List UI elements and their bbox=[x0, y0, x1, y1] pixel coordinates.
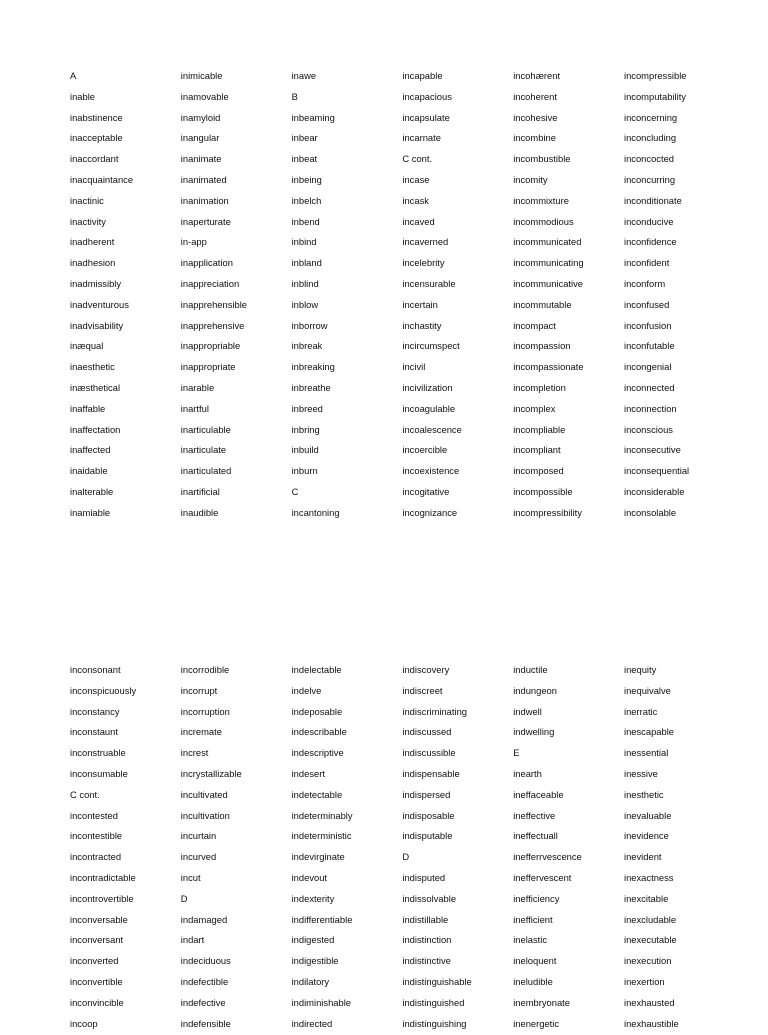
word-cell: indilatory bbox=[291, 975, 330, 987]
word-cell: ineffaceable bbox=[513, 788, 564, 800]
word-grid bbox=[70, 661, 760, 1035]
word-cell: indexterity bbox=[291, 892, 335, 904]
word-cell: indiscriminating bbox=[402, 705, 467, 717]
word-cell: inadvisability bbox=[70, 319, 124, 331]
word-cell: inconscious bbox=[623, 423, 673, 435]
word-cell: inconspicuously bbox=[70, 684, 137, 696]
word-cell: inamyloid bbox=[180, 111, 221, 123]
word-cell: inbuild bbox=[291, 444, 319, 456]
word-column-3 bbox=[292, 661, 403, 1035]
word-cell: indistillable bbox=[402, 913, 449, 925]
word-cell: inappropriate bbox=[180, 361, 236, 373]
word-cell: indeposable bbox=[291, 705, 343, 717]
word-cell: incorrodible bbox=[180, 664, 230, 675]
word-cell: inexactness bbox=[623, 871, 674, 883]
word-cell: inaperturate bbox=[180, 215, 231, 227]
word-cell: E bbox=[513, 747, 520, 759]
word-cell: inbend bbox=[291, 215, 320, 227]
word-cell: inimicable bbox=[180, 70, 223, 81]
word-table-top bbox=[70, 67, 760, 525]
word-column-2 bbox=[181, 67, 292, 525]
word-cell: indiscovery bbox=[402, 664, 450, 675]
word-cell: indistinction bbox=[402, 934, 452, 946]
word-cell: ineffervescent bbox=[513, 871, 572, 883]
word-cell: inconversant bbox=[70, 934, 124, 946]
word-cell: inamovable bbox=[180, 90, 229, 102]
word-cell: incommunicated bbox=[513, 236, 582, 248]
word-cell: inembryonate bbox=[513, 996, 570, 1008]
word-cell: incorruption bbox=[180, 705, 230, 717]
word-cell: incohærent bbox=[513, 70, 561, 81]
word-cell: incertain bbox=[402, 298, 438, 310]
word-cell: inbreathe bbox=[291, 381, 331, 393]
word-cell: ineludible bbox=[513, 975, 553, 987]
word-cell: incontestible bbox=[70, 830, 123, 842]
word-cell: indispersed bbox=[402, 788, 451, 800]
word-cell: inadhesion bbox=[70, 257, 116, 269]
word-cell: incommunicative bbox=[513, 277, 584, 289]
word-cell: D bbox=[180, 892, 188, 904]
word-cell: inexecutable bbox=[623, 934, 677, 946]
word-cell: indelve bbox=[291, 684, 322, 696]
word-cell: indwell bbox=[513, 705, 542, 717]
word-cell: inearth bbox=[513, 767, 542, 779]
word-cell: incantoning bbox=[291, 506, 340, 518]
word-cell: inconform bbox=[623, 277, 666, 289]
word-cell: indiminishable bbox=[291, 996, 352, 1008]
word-cell: incapable bbox=[402, 70, 443, 81]
word-cell: inalterable bbox=[70, 485, 114, 497]
word-cell: incompossible bbox=[513, 485, 573, 497]
word-cell: inexhausted bbox=[623, 996, 675, 1008]
word-cell: inbreak bbox=[291, 340, 323, 352]
word-cell: incoagulable bbox=[402, 402, 456, 414]
word-cell: inawe bbox=[291, 70, 317, 81]
word-cell: incognizance bbox=[402, 506, 458, 518]
word-cell: inbreed bbox=[291, 402, 323, 414]
word-cell: indamaged bbox=[180, 913, 228, 925]
word-cell: inadmissibly bbox=[70, 277, 122, 289]
word-cell: inenergetic bbox=[513, 1017, 560, 1029]
word-cell: inconcurring bbox=[623, 173, 676, 185]
word-cell: incontrovertible bbox=[70, 892, 134, 904]
word-cell: inaccordant bbox=[70, 153, 119, 165]
word-cell: inconverted bbox=[70, 955, 119, 967]
word-cell: incoherent bbox=[513, 90, 557, 102]
word-cell: C cont. bbox=[70, 788, 100, 800]
word-cell: inacquaintance bbox=[70, 173, 134, 185]
word-cell: inapplication bbox=[180, 257, 233, 269]
word-cell: ineloquent bbox=[513, 955, 557, 967]
word-cell: inanimate bbox=[180, 153, 222, 165]
word-cell: inevident bbox=[623, 851, 662, 863]
word-cell: in-app bbox=[180, 236, 207, 248]
word-cell: indwelling bbox=[513, 726, 555, 738]
word-cell: A bbox=[70, 70, 77, 81]
word-cell: inconsiderable bbox=[623, 485, 685, 497]
word-cell: indigested bbox=[291, 934, 335, 946]
word-cell: inactivity bbox=[70, 215, 106, 227]
word-cell: indistinguishable bbox=[402, 975, 472, 987]
word-cell: indart bbox=[180, 934, 205, 946]
word-cell: inactinic bbox=[70, 194, 104, 206]
word-column-4 bbox=[402, 67, 513, 525]
word-cell: inartificial bbox=[180, 485, 220, 497]
word-cell: inequivalve bbox=[623, 684, 671, 696]
word-cell: inappreciation bbox=[180, 277, 240, 289]
word-cell: inanimated bbox=[180, 173, 227, 185]
word-cell: inconditionate bbox=[623, 194, 682, 206]
word-cell: indissolvable bbox=[402, 892, 457, 904]
word-cell: incoalescence bbox=[402, 423, 462, 435]
word-cell: inconsumable bbox=[70, 767, 128, 779]
word-cell: inaffectation bbox=[70, 423, 121, 435]
word-cell: incase bbox=[402, 173, 430, 185]
word-cell: incircumspect bbox=[402, 340, 460, 352]
word-cell: inanimation bbox=[180, 194, 229, 206]
word-cell: incapacious bbox=[402, 90, 452, 102]
word-cell: inescapable bbox=[623, 726, 675, 738]
word-cell: indefective bbox=[180, 996, 226, 1008]
word-cell: inconsonant bbox=[70, 664, 121, 675]
word-cell: inborrow bbox=[291, 319, 328, 331]
word-cell: indistinguishing bbox=[402, 1017, 467, 1029]
word-cell: inbring bbox=[291, 423, 320, 435]
word-cell: incombustible bbox=[513, 153, 571, 165]
word-cell: indesert bbox=[291, 767, 325, 779]
word-cell: inconvincible bbox=[70, 996, 124, 1008]
word-cell: incompletion bbox=[513, 381, 566, 393]
word-cell: incohesive bbox=[513, 111, 558, 123]
word-cell: inaesthetic bbox=[70, 361, 115, 373]
word-cell: indigestible bbox=[291, 955, 339, 967]
word-cell: C cont. bbox=[402, 153, 433, 165]
word-cell: incaved bbox=[402, 215, 435, 227]
word-column-4 bbox=[402, 661, 513, 1035]
word-cell: inarticulated bbox=[180, 465, 232, 477]
word-cell: inconsecutive bbox=[623, 444, 681, 456]
word-cell: incoercible bbox=[402, 444, 448, 456]
word-cell: inequity bbox=[623, 664, 657, 675]
word-cell: inevidence bbox=[623, 830, 669, 842]
word-cell: inconfusion bbox=[623, 319, 672, 331]
word-cell: incogitative bbox=[402, 485, 450, 497]
word-cell: increst bbox=[180, 747, 209, 759]
word-cell: inadherent bbox=[70, 236, 115, 248]
word-cell: ineffectuall bbox=[513, 830, 558, 842]
word-cell: inconstancy bbox=[70, 705, 120, 717]
word-cell: inexertion bbox=[623, 975, 665, 987]
word-cell: indeterminably bbox=[291, 809, 353, 821]
word-cell: inconfidence bbox=[623, 236, 677, 248]
word-cell: inevaluable bbox=[623, 809, 672, 821]
word-cell: inapprehensible bbox=[180, 298, 247, 310]
word-cell: incompassion bbox=[513, 340, 571, 352]
word-cell: indiscussed bbox=[402, 726, 452, 738]
word-cell: incompliant bbox=[513, 444, 561, 456]
word-cell: inconvertible bbox=[70, 975, 123, 987]
word-cell: indifferentiable bbox=[291, 913, 353, 925]
word-cell: inexecution bbox=[623, 955, 672, 967]
word-cell: inarticulate bbox=[180, 444, 227, 456]
word-column-6 bbox=[624, 661, 735, 1035]
word-column-2 bbox=[181, 661, 292, 1035]
word-cell: indispensable bbox=[402, 767, 460, 779]
word-cell: ineffective bbox=[513, 809, 556, 821]
word-cell: indisputed bbox=[402, 871, 446, 883]
word-cell: indevout bbox=[291, 871, 328, 883]
word-cell: incask bbox=[402, 194, 429, 206]
word-cell: inadventurous bbox=[70, 298, 129, 310]
word-cell: inappropriable bbox=[180, 340, 241, 352]
word-column-6 bbox=[624, 67, 735, 525]
word-cell: inburn bbox=[291, 465, 318, 477]
word-cell: incommixture bbox=[513, 194, 569, 206]
word-cell: inelastic bbox=[513, 934, 548, 946]
word-cell: incrystallizable bbox=[180, 767, 242, 779]
word-cell: indefectible bbox=[180, 975, 229, 987]
word-cell: inbeat bbox=[291, 153, 318, 165]
word-cell: inchastity bbox=[402, 319, 442, 331]
word-table-bottom bbox=[70, 661, 760, 1035]
word-cell: indiscreet bbox=[402, 684, 443, 696]
word-cell: incorrupt bbox=[180, 684, 218, 696]
word-cell: incultivation bbox=[180, 809, 230, 821]
word-cell: inbear bbox=[291, 132, 318, 144]
word-cell: indistinguished bbox=[402, 996, 465, 1008]
word-cell: indevirginate bbox=[291, 851, 345, 863]
word-cell: inable bbox=[70, 90, 96, 102]
word-column-5 bbox=[513, 661, 624, 1035]
word-cell: indeterministic bbox=[291, 830, 352, 842]
word-cell: indescriptive bbox=[291, 747, 344, 759]
word-cell: inessential bbox=[623, 747, 669, 759]
word-cell: inconfutable bbox=[623, 340, 675, 352]
word-cell: inaidable bbox=[70, 465, 108, 477]
word-cell: inconsequential bbox=[623, 465, 690, 477]
word-cell: inefferrvescence bbox=[513, 851, 582, 863]
word-cell: inapprehensive bbox=[180, 319, 245, 331]
word-cell: inessive bbox=[623, 767, 658, 779]
word-cell: inbeing bbox=[291, 173, 322, 185]
word-cell: inconsolable bbox=[623, 506, 677, 518]
word-cell: inconcluding bbox=[623, 132, 677, 144]
word-cell: C bbox=[291, 485, 299, 497]
word-cell: inbland bbox=[291, 257, 322, 269]
word-cell: incongenial bbox=[623, 361, 672, 373]
word-cell: inesthetic bbox=[623, 788, 664, 800]
word-cell: inconnection bbox=[623, 402, 677, 414]
word-cell: inconcocted bbox=[623, 153, 675, 165]
word-cell: inbreaking bbox=[291, 361, 335, 373]
word-cell: inaffected bbox=[70, 444, 111, 456]
word-cell: incompressible bbox=[623, 70, 687, 81]
word-cell: incurved bbox=[180, 851, 217, 863]
word-cell: inbind bbox=[291, 236, 317, 248]
word-column-3 bbox=[292, 67, 403, 525]
word-cell: inæsthetical bbox=[70, 381, 121, 393]
word-cell: incompliable bbox=[513, 423, 566, 435]
word-cell: incompassionate bbox=[513, 361, 584, 373]
word-cell: indistinctive bbox=[402, 955, 451, 967]
word-cell: indelectable bbox=[291, 664, 342, 675]
word-cell: inefficiency bbox=[513, 892, 560, 904]
word-cell: incut bbox=[180, 871, 201, 883]
word-cell: B bbox=[291, 90, 298, 102]
word-cell: incomputability bbox=[623, 90, 686, 102]
word-cell: incompact bbox=[513, 319, 556, 331]
word-cell: incontracted bbox=[70, 851, 122, 863]
word-cell: incivil bbox=[402, 361, 426, 373]
word-cell: indescribable bbox=[291, 726, 347, 738]
word-cell: inconcerning bbox=[623, 111, 678, 123]
word-cell: indefensible bbox=[180, 1017, 231, 1029]
word-cell: indiscussible bbox=[402, 747, 456, 759]
word-cell: inductile bbox=[513, 664, 548, 675]
word-cell: indisposable bbox=[402, 809, 455, 821]
word-cell: inacceptable bbox=[70, 132, 123, 144]
word-cell: inæqual bbox=[70, 340, 104, 352]
word-cell: inexhaustible bbox=[623, 1017, 679, 1029]
word-cell: incurtain bbox=[180, 830, 217, 842]
word-cell: indungeon bbox=[513, 684, 557, 696]
word-cell: inexcludable bbox=[623, 913, 677, 925]
word-cell: inconstaunt bbox=[70, 726, 118, 738]
word-cell: incoexistence bbox=[402, 465, 460, 477]
word-grid bbox=[70, 67, 760, 525]
word-column-5 bbox=[513, 67, 624, 525]
word-cell: inconducive bbox=[623, 215, 674, 227]
word-cell: inaudible bbox=[180, 506, 219, 518]
word-cell: inerratic bbox=[623, 705, 658, 717]
word-cell: inabstinence bbox=[70, 111, 123, 123]
word-cell: inexcitable bbox=[623, 892, 669, 904]
word-column-1 bbox=[70, 67, 181, 525]
word-cell: inblind bbox=[291, 277, 319, 289]
word-cell: incaverned bbox=[402, 236, 449, 248]
word-cell: indirected bbox=[291, 1017, 333, 1029]
word-cell: inconfident bbox=[623, 257, 670, 269]
word-cell: inbeaming bbox=[291, 111, 335, 123]
word-cell: inconfused bbox=[623, 298, 670, 310]
word-cell: inefficient bbox=[513, 913, 553, 925]
word-cell: inarable bbox=[180, 381, 215, 393]
word-cell: inconnected bbox=[623, 381, 675, 393]
word-cell: incomposed bbox=[513, 465, 564, 477]
word-cell: incontradictable bbox=[70, 871, 136, 883]
word-cell: incommunicating bbox=[513, 257, 584, 269]
word-cell: incommodious bbox=[513, 215, 574, 227]
word-cell: indisputable bbox=[402, 830, 453, 842]
word-cell: incomity bbox=[513, 173, 548, 185]
word-cell: indetectable bbox=[291, 788, 343, 800]
word-cell: inamiable bbox=[70, 506, 111, 518]
word-cell: incombine bbox=[513, 132, 556, 144]
word-cell: indeciduous bbox=[180, 955, 231, 967]
word-cell: incompressibility bbox=[513, 506, 582, 518]
word-cell: incontested bbox=[70, 809, 118, 821]
word-cell: inconstruable bbox=[70, 747, 126, 759]
word-cell: incarnate bbox=[402, 132, 441, 144]
word-cell: incomplex bbox=[513, 402, 556, 414]
word-cell: inartful bbox=[180, 402, 209, 414]
word-cell: incivilization bbox=[402, 381, 453, 393]
word-cell: incremate bbox=[180, 726, 222, 738]
word-cell: inangular bbox=[180, 132, 220, 144]
word-cell: inarticulable bbox=[180, 423, 231, 435]
word-cell: inbelch bbox=[291, 194, 322, 206]
word-cell: incapsulate bbox=[402, 111, 450, 123]
word-cell: inconversable bbox=[70, 913, 128, 925]
word-cell: D bbox=[402, 851, 410, 863]
word-cell: incoop bbox=[70, 1017, 98, 1029]
word-cell: incommutable bbox=[513, 298, 572, 310]
word-cell: incultivated bbox=[180, 788, 228, 800]
word-column-1 bbox=[70, 661, 181, 1035]
word-cell: inblow bbox=[291, 298, 319, 310]
word-cell: incelebrity bbox=[402, 257, 445, 269]
word-cell: inaffable bbox=[70, 402, 106, 414]
word-cell: incensurable bbox=[402, 277, 456, 289]
